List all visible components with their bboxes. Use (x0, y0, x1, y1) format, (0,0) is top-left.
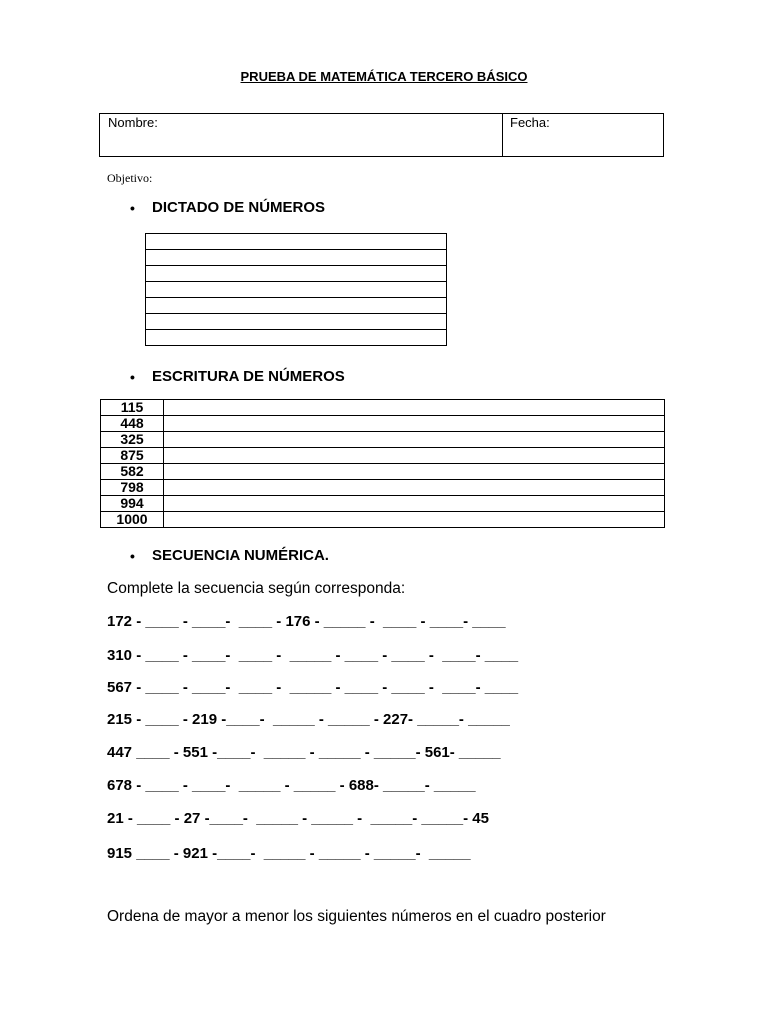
answer-cell[interactable] (164, 416, 665, 432)
header-box (99, 113, 664, 157)
table-row (101, 448, 665, 464)
answer-cell[interactable] (146, 250, 447, 266)
answer-cell[interactable] (164, 480, 665, 496)
sequence-instruction: Complete la secuencia según corresponda: (107, 580, 406, 597)
sequence-line[interactable]: 447 ____ - 551 -____- _____ - _____ - _____- 561- _____ (107, 744, 501, 761)
dictado-table (145, 233, 447, 346)
sequence-line[interactable]: 915 ____ - 921 -____- _____ - _____ - _____- _____ (107, 845, 471, 862)
table-row (101, 480, 665, 496)
number-cell: 582 (101, 464, 164, 480)
table-row (101, 512, 665, 528)
objetivo-label: Objetivo: (107, 171, 153, 185)
answer-cell[interactable] (146, 314, 447, 330)
sequence-line[interactable]: 172 - ____ - ____- ____ - 176 - _____ - ____ - ____- ____ (107, 613, 506, 630)
number-cell: 115 (101, 400, 164, 416)
answer-cell[interactable] (146, 234, 447, 250)
number-cell: 448 (101, 416, 164, 432)
number-cell: 994 (101, 496, 164, 512)
answer-cell[interactable] (164, 512, 665, 528)
answer-cell[interactable] (164, 448, 665, 464)
table-row (101, 496, 665, 512)
escritura-table (100, 399, 665, 528)
table-row (146, 298, 447, 314)
table-row (101, 416, 665, 432)
table-row (146, 234, 447, 250)
date-field[interactable] (503, 114, 663, 156)
answer-cell[interactable] (164, 432, 665, 448)
section-secuencia (130, 547, 329, 564)
section-escritura (130, 368, 345, 385)
name-label: Nombre: (108, 115, 158, 130)
date-label: Fecha: (510, 115, 550, 130)
number-cell: 1000 (101, 512, 164, 528)
ordena-instruction: Ordena de mayor a menor los siguientes números en el cuadro posterior (107, 908, 606, 925)
section-escritura-title: ESCRITURA DE NÚMEROS (152, 368, 345, 385)
bullet-icon: • (130, 547, 135, 564)
number-cell: 875 (101, 448, 164, 464)
answer-cell[interactable] (164, 400, 665, 416)
table-row (101, 400, 665, 416)
answer-cell[interactable] (146, 266, 447, 282)
sequence-line[interactable]: 678 - ____ - ____- _____ - _____ - 688- _____- _____ (107, 777, 476, 794)
answer-cell[interactable] (146, 298, 447, 314)
section-secuencia-title: SECUENCIA NUMÉRICA. (152, 547, 329, 564)
table-row (146, 250, 447, 266)
table-row (101, 464, 665, 480)
bullet-icon: • (130, 199, 135, 216)
table-row (101, 432, 665, 448)
sequence-line[interactable]: 310 - ____ - ____- ____ - _____ - ____ - ____ - ____- ____ (107, 647, 519, 664)
number-cell: 798 (101, 480, 164, 496)
answer-cell[interactable] (164, 496, 665, 512)
name-field[interactable] (100, 114, 503, 156)
answer-cell[interactable] (146, 330, 447, 346)
bullet-icon: • (130, 368, 135, 385)
section-dictado-title: DICTADO DE NÚMEROS (152, 199, 326, 216)
number-cell: 325 (101, 432, 164, 448)
table-row (146, 314, 447, 330)
sequence-line[interactable]: 21 - ____ - 27 -____- _____ - _____ - _____- _____- 45 (107, 810, 489, 827)
sequence-line[interactable]: 567 - ____ - ____- ____ - _____ - ____ - ____ - ____- ____ (107, 679, 519, 696)
section-dictado (130, 199, 325, 216)
table-row (146, 282, 447, 298)
table-row (146, 330, 447, 346)
answer-cell[interactable] (146, 282, 447, 298)
sequence-line[interactable]: 215 - ____ - 219 -____- _____ - _____ - 227- _____- _____ (107, 711, 510, 728)
page-title: PRUEBA DE MATEMÁTICA TERCERO BÁSICO (240, 69, 528, 84)
answer-cell[interactable] (164, 464, 665, 480)
table-row (146, 266, 447, 282)
